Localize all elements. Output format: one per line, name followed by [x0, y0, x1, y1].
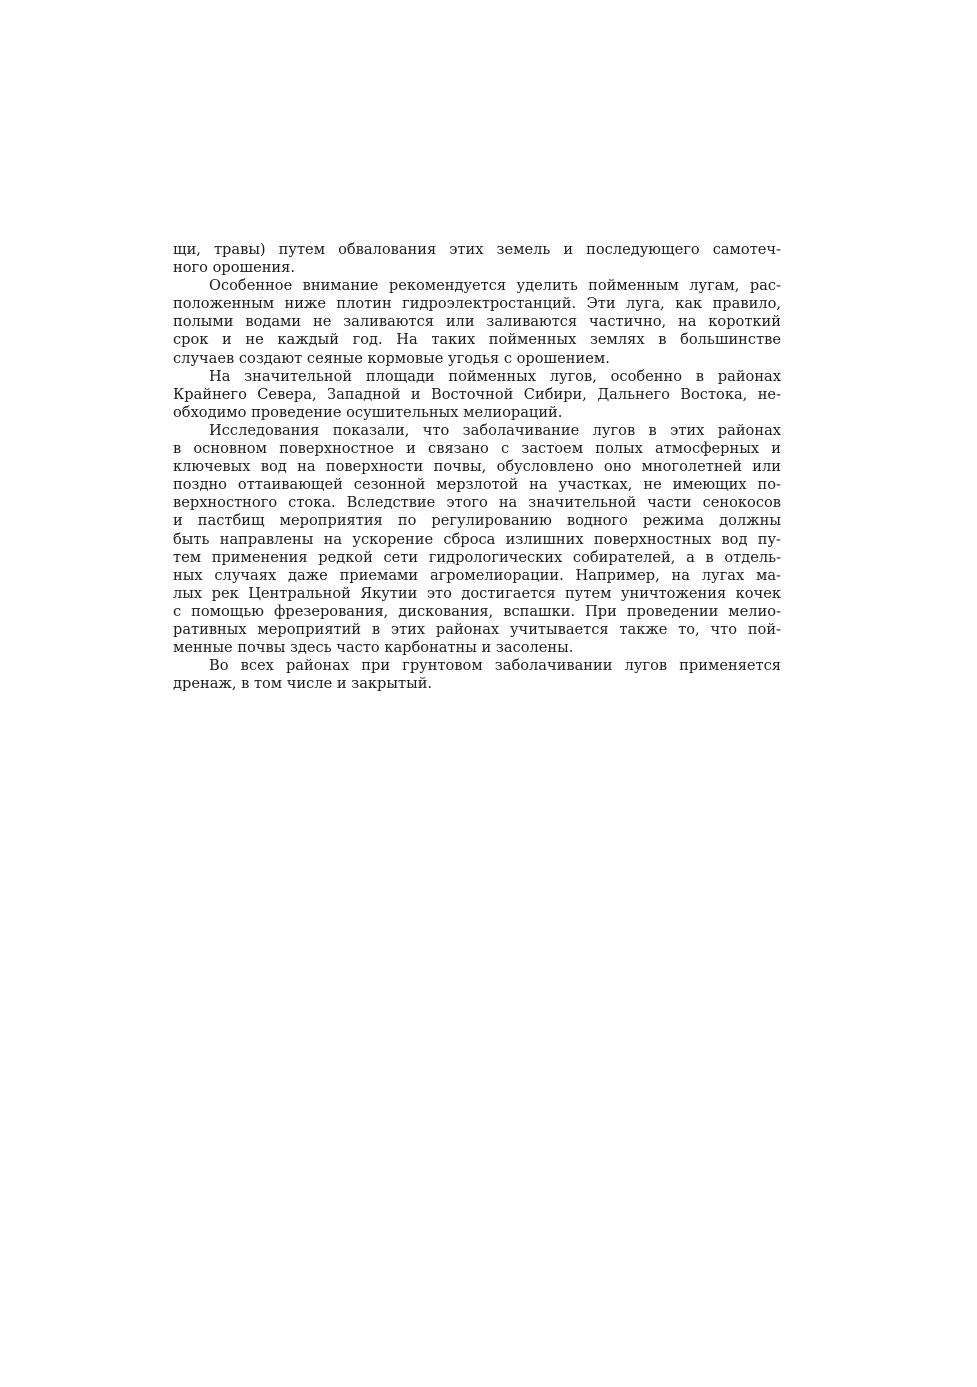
text-line: с помощью фрезерования, дискования, вспашки. При проведении мелио-	[173, 602, 781, 620]
text-line: ключевых вод на поверхности почвы, обусловлено оно многолетней или	[173, 458, 781, 476]
text-line: обходимо проведение осушительных мелиораций.	[173, 403, 563, 421]
text-line: верхностного стока. Вследствие этого на значительной части сенокосов	[173, 494, 781, 512]
text-line: срок и не каждый год. На таких пойменных землях в большинстве	[173, 331, 781, 349]
text-line: случаев создают сеяные кормовые угодья с орошением.	[173, 349, 610, 367]
text-line: Во всех районах при грунтовом заболачивании лугов применяется	[209, 657, 781, 675]
text-line: быть направлены на ускорение сброса излишних поверхностных вод пу-	[173, 530, 781, 548]
text-line: положенным ниже плотин гидроэлектростанций. Эти луга, как правило,	[173, 295, 781, 313]
text-line: На значительной площади пойменных лугов, особенно в районах	[209, 367, 781, 385]
text-line: щи, травы) путем обвалования этих земель и последующего самотеч-	[173, 241, 781, 258]
paragraph-continued	[173, 241, 781, 277]
text-line: Исследования показали, что заболачивание лугов в этих районах	[209, 421, 781, 439]
text-line: менные почвы здесь часто карбонатны и засолены.	[173, 639, 574, 657]
text-line: ративных мероприятий в этих районах учитывается также то, что пой-	[173, 620, 781, 638]
text-line: в основном поверхностное и связано с застоем полых атмосферных и	[173, 440, 781, 458]
text-line: лых рек Центральной Якутии это достигается путем уничтожения кочек	[173, 584, 781, 602]
paragraph	[173, 368, 781, 422]
text-line: поздно оттаивающей сезонной мерзлотой на участках, не имеющих по-	[173, 476, 781, 494]
text-line: Крайнего Севера, Западной и Восточной Сибири, Дальнего Востока, не-	[173, 385, 781, 403]
text-line: Особенное внимание рекомендуется уделить пойменным лугам, рас-	[209, 277, 781, 295]
paragraph	[173, 657, 781, 693]
text-line: тем применения редкой сети гидрологических собирателей, а в отдель-	[173, 548, 781, 566]
text-line: полыми водами не заливаются или заливаются частично, на короткий	[173, 313, 781, 331]
text-line: ных случаях даже приемами агромелиорации. Например, на лугах ма-	[173, 566, 781, 584]
paragraph	[173, 277, 781, 367]
text-line: ного орошения.	[173, 259, 296, 277]
paragraph	[173, 422, 781, 657]
text-line: и пастбищ мероприятия по регулированию водного режима должны	[173, 512, 781, 530]
text-line: дренаж, в том числе и закрытый.	[173, 675, 433, 693]
body-text	[173, 241, 781, 693]
